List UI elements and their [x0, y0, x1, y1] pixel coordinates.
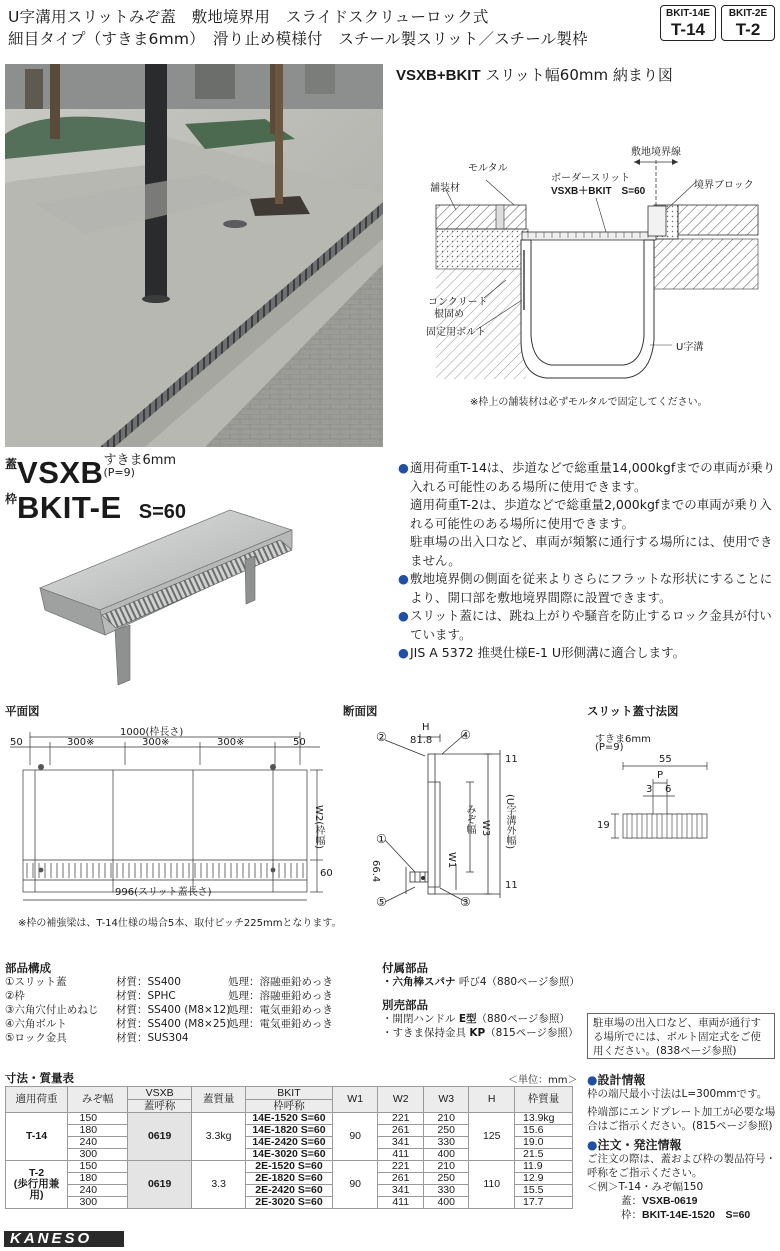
- slit-dim-6: 6: [665, 784, 672, 795]
- section-dim-11-bottom: 11: [505, 880, 518, 891]
- section-dim-664: 66.4: [370, 860, 381, 883]
- header-title-line1: U字溝用スリットみぞ蓋 敷地境界用 スライドスクリューロック式: [8, 8, 489, 26]
- plan-dim-left: 50: [10, 737, 23, 748]
- plan-note: ※枠の補強梁は、T-14仕様の場合5本、取付ピッチ225mmとなります。: [18, 918, 342, 929]
- part-name: ③六角穴付止めねじ: [5, 1004, 99, 1016]
- part-name: ①スリット蓋: [5, 976, 67, 988]
- plan-w2-label: W2(枠幅): [313, 805, 324, 850]
- cell-h: 125: [469, 1113, 515, 1161]
- design-info: ●設計情報 枠の端尺最小寸法はL=300mmです。 枠端部にエンドプレート加工が必要な場合はご指示ください。(815ページ参照): [587, 1073, 776, 1132]
- diagram-title-text: スリット幅60mm 納まり図: [480, 66, 673, 84]
- table-row: 300 14E-3020 S=60 411 400 21.5: [6, 1149, 573, 1161]
- th-w1: W1: [332, 1087, 378, 1113]
- slit-pitch: (P=9): [595, 742, 624, 753]
- part-name: ②枠: [5, 990, 25, 1002]
- table-row: 180 2E-1820 S=60 261 250 12.9: [6, 1173, 573, 1185]
- parts-materials: [116, 975, 230, 1045]
- bullet-icon: ●: [398, 645, 409, 660]
- badge-code: BKIT-2E: [728, 8, 768, 19]
- callout-1: ①: [376, 832, 387, 846]
- part-material: 材質：SS400: [116, 976, 181, 988]
- separate-items: [382, 1012, 579, 1040]
- kaneso-logo: [0, 1228, 130, 1250]
- separate-item: ・すきま保持金具 KP（815ページ参照）: [382, 1027, 579, 1039]
- section-w1: W1: [446, 852, 457, 869]
- th-bkit-sub: 枠呼称: [246, 1100, 333, 1113]
- order-lid-code: VSXB-0619: [642, 1195, 698, 1207]
- section-dim-818: 81.8: [410, 735, 433, 746]
- callout-5: ⑤: [376, 895, 387, 909]
- bullet-icon: ●: [587, 1138, 598, 1152]
- label-mortar: モルタル: [468, 163, 508, 174]
- plan-view-drawing: [5, 720, 335, 905]
- feature-lock: ● スリット蓋には、跳ね上がりや騒音を防止するロック金具が付いています。: [398, 608, 772, 642]
- plan-slit-length: 996(スリット蓋長さ): [115, 887, 212, 898]
- slit-width: S=60: [138, 501, 186, 523]
- part-material: 材質：SPHC: [116, 990, 176, 1002]
- cell-vsxb: 0619: [128, 1161, 192, 1209]
- section-h: H: [422, 722, 430, 733]
- part-material: 材質：SS400 (M8×25): [116, 1018, 231, 1030]
- table-row: T-2 (歩行用兼用) 150 0619 3.3 2E-1520 S=60 90 221 210 110 11.9: [6, 1161, 573, 1173]
- label-boundary-block: 境界ブロック: [694, 180, 754, 191]
- part-process: 処理：電気亜鉛めっき: [228, 1018, 333, 1030]
- label-boundary-line: 敷地境界線: [631, 147, 681, 158]
- th-vsxb-sub: 蓋呼称: [128, 1100, 192, 1113]
- plan-dim-1: 300※: [67, 737, 95, 748]
- badge-t2: [721, 5, 775, 41]
- label-paving: 舗装材: [430, 183, 460, 194]
- bullet-icon: ●: [398, 571, 409, 586]
- th-h: H: [469, 1087, 515, 1113]
- parts-names: [5, 975, 98, 1045]
- callout-3: ③: [460, 895, 471, 909]
- part-process: 処理：溶融亜鉛めっき: [228, 976, 333, 988]
- separate-item: ・開閉ハンドル E型（880ページ参照）: [382, 1013, 570, 1025]
- badge-load: T-14: [670, 20, 706, 39]
- badge-code: BKIT-14E: [666, 8, 710, 19]
- diagram-note: ※枠上の舗装材は必ずモルタルで固定してください。: [470, 397, 708, 408]
- installation-diagram-title: [396, 64, 673, 85]
- label-concrete-footing: 根固め: [434, 309, 464, 320]
- feature-jis: ● JIS A 5372 推奨仕様E-1 U形側溝に適合します。: [398, 644, 776, 663]
- lid-prefix: 蓋: [5, 457, 18, 471]
- accessory-title: 付属部品: [382, 961, 428, 975]
- section-view-drawing: [370, 722, 530, 912]
- slit-dim-55: 55: [659, 754, 672, 765]
- callout-4: ④: [460, 728, 471, 742]
- slit-dim-19: 19: [597, 820, 610, 831]
- badge-load: T-2: [735, 20, 761, 39]
- parking-callout-box: 駐車場の出入口など、車両が通行する場所でには、ボルト固定式をご使用ください。(838ページ参照): [587, 1013, 775, 1059]
- section-w3-sub: (U字溝外幅): [504, 794, 515, 850]
- table-title: 寸法・質量表: [5, 1071, 74, 1085]
- label-border-slit: ボーダースリット: [551, 173, 631, 184]
- callout-2: ②: [376, 730, 387, 744]
- table-row: 240 14E-2420 S=60 341 330 19.0: [6, 1137, 573, 1149]
- installation-photo: [5, 64, 383, 447]
- diagram-title-product: VSXB+BKIT: [396, 67, 481, 84]
- part-material: 材質：SUS304: [116, 1032, 189, 1044]
- badge-t14: [660, 5, 716, 41]
- part-name: ④六角ボルト: [5, 1018, 67, 1030]
- frame-prefix: 枠: [5, 492, 18, 506]
- th-w3: W3: [423, 1087, 469, 1113]
- label-u-channel: U字溝: [676, 342, 704, 353]
- section-view-title: 断面図: [343, 704, 378, 718]
- feature-flat-side: ● 敷地境界側の側面を従来よりさらにフラットな形状にすることにより、開口部を敷地境界間際に設置できます。: [398, 571, 773, 605]
- cell-load: T-14: [6, 1113, 68, 1161]
- order-frame-code: BKIT-14E-1520 S=60: [642, 1209, 751, 1221]
- plan-total-length: 1000(枠長さ): [120, 727, 184, 738]
- plan-dim-3: 300※: [217, 737, 245, 748]
- th-lid-mass: 蓋質量: [192, 1087, 246, 1113]
- plan-dim-2: 300※: [142, 737, 170, 748]
- separate-title: 別売部品: [382, 998, 428, 1012]
- table-row: 240 2E-2420 S=60 341 330 15.5: [6, 1185, 573, 1197]
- plan-dim-60: 60: [320, 868, 333, 879]
- th-frame-mass: 枠質量: [514, 1087, 572, 1113]
- bullet-icon: ●: [398, 608, 409, 623]
- order-info: ●注文・発注情報 ご注文の際は、蓋および枠の製品符号・呼称をご指示ください。 ＜例＞T-14・みぞ幅150 蓋：VSXB-0619 枠：BKIT-14E-1520 S=60: [587, 1138, 776, 1221]
- th-load: 適用荷重: [6, 1087, 68, 1113]
- parts-processes: [228, 975, 333, 1031]
- header-title-line2: 細目タイプ（すきま6mm） 滑り止め模様付 スチール製スリット／スチール製枠: [8, 30, 588, 48]
- cell-lid-mass: 3.3kg: [192, 1113, 246, 1161]
- part-process: 処理：溶融亜鉛めっき: [228, 990, 333, 1002]
- part-process: 処理：電気亜鉛めっき: [228, 1004, 333, 1016]
- slit-dim-drawing: [595, 728, 715, 848]
- cell-w1: 90: [332, 1113, 378, 1161]
- feature-t14: ● 適用荷重T-14は、歩道などで総重量14,000kgfまでの車両が乗り入れる可能性のある場所に使用できます。: [398, 460, 776, 494]
- lid-gap: すきま6mm: [103, 453, 177, 468]
- slit-dim-p: P: [657, 770, 664, 781]
- th-vsxb: VSXB: [128, 1087, 192, 1100]
- table-unit: ＜単位：mm＞: [508, 1075, 578, 1086]
- section-w3: W3: [480, 820, 491, 837]
- feature-parking: 駐車場の出入口など、車両が頻繁に通行する場所には、使用できません。: [410, 534, 773, 568]
- th-bkit: BKIT: [246, 1087, 333, 1100]
- cell-load: T-2 (歩行用兼用): [6, 1161, 68, 1209]
- product-lid-name: [5, 455, 176, 491]
- section-w-mizo: みぞ幅: [464, 804, 475, 834]
- part-material: 材質：SS400 (M8×12): [116, 1004, 231, 1016]
- table-row: T-14 150 0619 3.3kg 14E-1520 S=60 90 221 210 125 13.9kg: [6, 1113, 573, 1125]
- accessory-item: ・六角棒スパナ 呼び4（880ページ参照）: [382, 976, 580, 988]
- product-render: [30, 500, 300, 690]
- label-concrete: コンクリート: [428, 297, 488, 308]
- cell-w1: 90: [332, 1161, 378, 1209]
- lid-pitch: (P=9): [103, 466, 135, 479]
- design-info-title: 設計情報: [597, 1073, 646, 1087]
- parts-title: 部品構成: [5, 961, 51, 975]
- installation-cross-section: [396, 147, 776, 400]
- bullet-icon: ●: [398, 460, 409, 475]
- frame-model: BKIT-E: [17, 490, 122, 525]
- slit-dim-title: スリット蓋寸法図: [587, 704, 679, 718]
- th-width: みぞ幅: [68, 1087, 128, 1113]
- order-info-title: 注文・発注情報: [597, 1138, 682, 1152]
- spec-table: [5, 1086, 573, 1209]
- table-row: 180 14E-1820 S=60 261 250 15.6: [6, 1125, 573, 1137]
- bullet-icon: ●: [587, 1073, 598, 1087]
- plan-view-title: 平面図: [5, 704, 40, 718]
- part-name: ⑤ロック金具: [5, 1032, 67, 1044]
- feature-t2: 適用荷重T-2は、歩道などで総重量2,000kgfまでの車両が乗り入れる可能性のある場所に使用できます。: [410, 497, 772, 531]
- label-product: VSXB＋BKIT S=60: [551, 186, 646, 197]
- cell-vsxb: 0619: [128, 1113, 192, 1161]
- logo-text: KANESO: [10, 1230, 93, 1247]
- plan-dim-right: 50: [293, 737, 306, 748]
- label-fixing-bolt: 固定用ボルト: [426, 327, 486, 338]
- slit-dim-3: 3: [646, 784, 653, 795]
- table-row: 300 2E-3020 S=60 411 400 17.7: [6, 1197, 573, 1209]
- cell-h: 110: [469, 1161, 515, 1209]
- th-w2: W2: [378, 1087, 424, 1113]
- section-dim-11-top: 11: [505, 754, 518, 765]
- slit-gap: すきま6mm: [595, 734, 651, 745]
- cell-lid-mass: 3.3: [192, 1161, 246, 1209]
- lid-model: VSXB: [17, 455, 104, 490]
